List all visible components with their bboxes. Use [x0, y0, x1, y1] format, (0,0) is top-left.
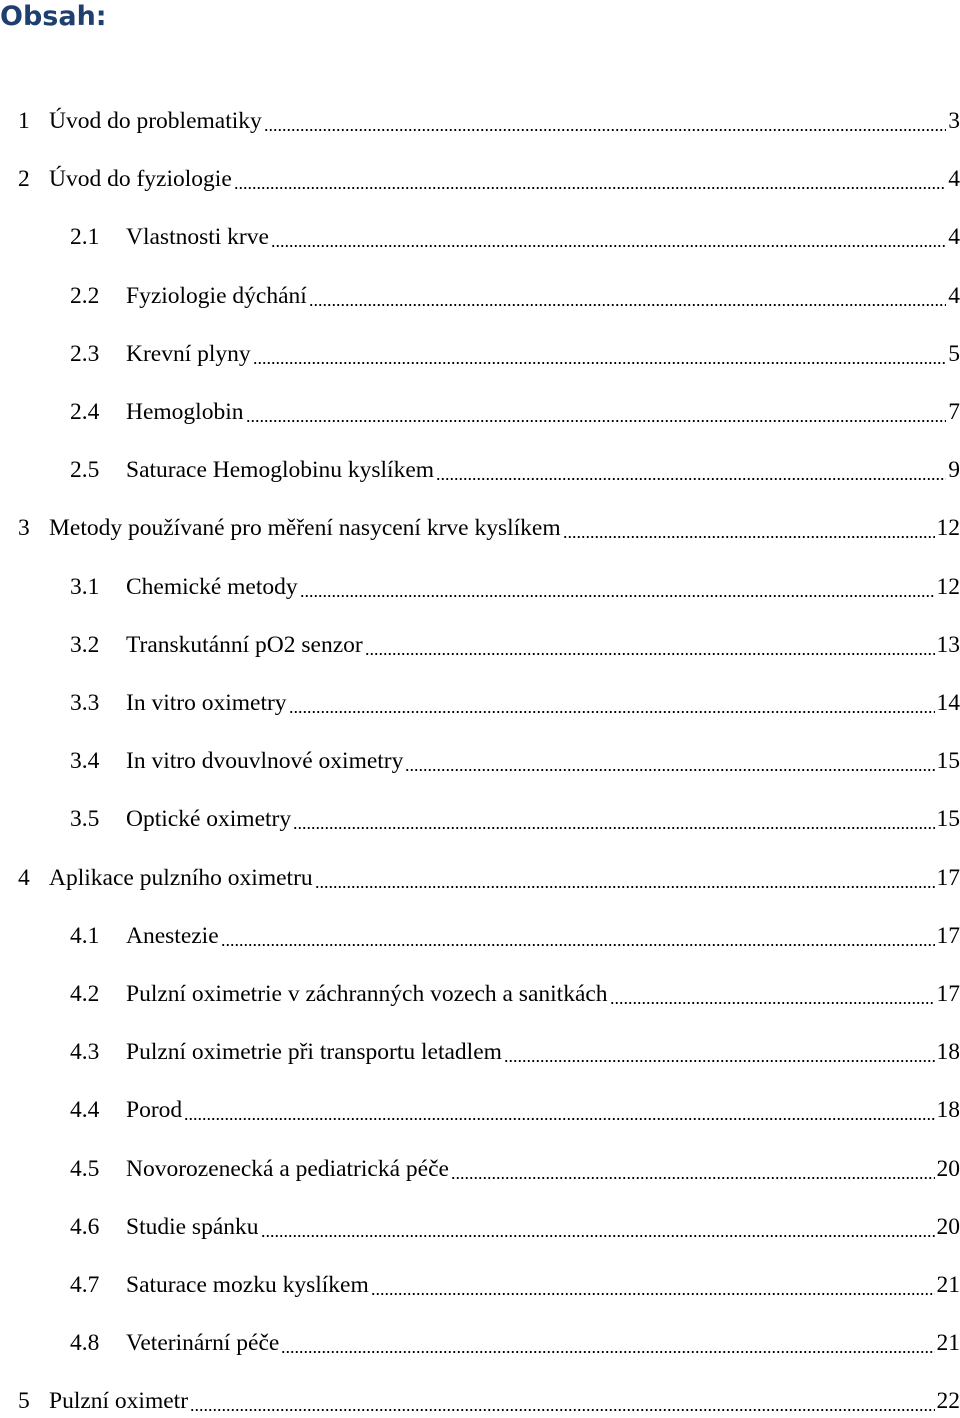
toc-entry-page-number: 20	[936, 1156, 960, 1183]
toc-entry-number: 4.3	[70, 1039, 126, 1066]
toc-entry-number: 4.1	[70, 923, 126, 950]
toc-entry[interactable]	[18, 108, 960, 138]
toc-entry-title: In vitro oximetry	[126, 690, 287, 717]
toc-entry-page-number: 15	[936, 806, 960, 833]
toc-entry[interactable]	[70, 690, 960, 720]
toc-entry-number: 5	[18, 1388, 49, 1415]
toc-entry-page-number: 13	[936, 632, 960, 659]
toc-entry-title: Optické oximetry	[126, 806, 291, 833]
toc-entry-page-number: 9	[947, 457, 960, 484]
toc-entry[interactable]	[70, 341, 960, 371]
toc-entry-page-number: 4	[947, 224, 960, 251]
toc-entry[interactable]	[18, 515, 960, 545]
toc-entry-title: Fyziologie dýchání	[126, 283, 307, 310]
toc-entry-number: 4	[18, 865, 49, 892]
dot-leader	[293, 806, 934, 836]
toc-entry-title: Vlastnosti krve	[126, 224, 269, 251]
toc-entry[interactable]	[70, 1039, 960, 1069]
toc-entry-page-number: 18	[936, 1097, 960, 1124]
dot-leader	[504, 1039, 935, 1069]
toc-entry-number: 3.3	[70, 690, 126, 717]
toc-entry-title: Úvod do fyziologie	[49, 166, 232, 193]
toc-entry[interactable]	[70, 399, 960, 429]
toc-entry-title: Pulzní oximetrie při transportu letadlem	[126, 1039, 502, 1066]
dot-leader	[264, 108, 946, 138]
toc-entry-page-number: 5	[947, 341, 960, 368]
toc-entry[interactable]	[70, 224, 960, 254]
toc-entry-number: 2.1	[70, 224, 126, 251]
toc-entry-title: Saturace mozku kyslíkem	[126, 1272, 369, 1299]
toc-entry[interactable]	[70, 1214, 960, 1244]
dot-leader	[184, 1097, 934, 1127]
dot-leader	[371, 1272, 935, 1302]
toc-entry-title: Pulzní oximetr	[49, 1388, 188, 1415]
toc-entry[interactable]	[70, 283, 960, 313]
dot-leader	[221, 923, 935, 953]
toc-entry-title: Úvod do problematiky	[49, 108, 262, 135]
dot-leader	[309, 283, 946, 313]
dot-leader	[405, 748, 934, 778]
toc-entry[interactable]	[70, 806, 960, 836]
dot-leader	[610, 981, 935, 1011]
dot-leader	[365, 632, 935, 662]
toc-entry-page-number: 4	[947, 283, 960, 310]
toc-entry[interactable]	[18, 865, 960, 895]
toc-entry-page-number: 17	[936, 923, 960, 950]
toc-entry[interactable]	[70, 923, 960, 953]
toc-entry-number: 4.6	[70, 1214, 126, 1241]
toc-entry-title: In vitro dvouvlnové oximetry	[126, 748, 403, 775]
dot-leader	[436, 457, 946, 487]
toc-entry[interactable]	[70, 574, 960, 604]
toc-entry-title: Hemoglobin	[126, 399, 244, 426]
toc-entry[interactable]	[70, 457, 960, 487]
toc-entry[interactable]	[70, 1330, 960, 1360]
toc-entry-page-number: 21	[936, 1330, 960, 1357]
toc-entry-page-number: 17	[936, 981, 960, 1008]
toc-entry-number: 3.2	[70, 632, 126, 659]
toc-entry-page-number: 18	[936, 1039, 960, 1066]
toc-entry-title: Chemické metody	[126, 574, 298, 601]
toc-entry-title: Veterinární péče	[126, 1330, 279, 1357]
toc-entry-title: Studie spánku	[126, 1214, 259, 1241]
toc-entry[interactable]	[70, 1156, 960, 1186]
toc-entry[interactable]	[70, 748, 960, 778]
toc-entry-title: Pulzní oximetrie v záchranných vozech a sanitkách	[126, 981, 608, 1008]
toc-entry-number: 3.1	[70, 574, 126, 601]
toc-entry-title: Anestezie	[126, 923, 219, 950]
toc-entry-number: 2	[18, 166, 49, 193]
toc-entry-number: 2.5	[70, 457, 126, 484]
toc-entry-page-number: 3	[947, 108, 960, 135]
toc-entry-page-number: 15	[936, 748, 960, 775]
dot-leader	[190, 1388, 934, 1418]
toc-entry-number: 4.7	[70, 1272, 126, 1299]
toc-entry-title: Saturace Hemoglobinu kyslíkem	[126, 457, 434, 484]
toc-entry[interactable]	[70, 632, 960, 662]
toc-entry-page-number: 20	[936, 1214, 960, 1241]
toc-entry-number: 3	[18, 515, 49, 542]
toc-entry-title: Novorozenecká a pediatrická péče	[126, 1156, 449, 1183]
dot-leader	[246, 399, 947, 429]
toc-entry-title: Porod	[126, 1097, 182, 1124]
dot-leader	[300, 574, 935, 604]
toc-entry-page-number: 4	[947, 166, 960, 193]
dot-leader	[451, 1156, 935, 1186]
toc-entry-page-number: 22	[936, 1388, 960, 1415]
toc-entry-number: 2.2	[70, 283, 126, 310]
toc-entry-page-number: 7	[947, 399, 960, 426]
toc-entry[interactable]	[70, 1272, 960, 1302]
toc-entry-page-number: 17	[936, 865, 960, 892]
toc-entry-number: 3.5	[70, 806, 126, 833]
toc-entry-page-number: 21	[936, 1272, 960, 1299]
toc-entry[interactable]	[18, 166, 960, 196]
toc-entry-number: 4.5	[70, 1156, 126, 1183]
toc-entry-title: Metody používané pro měření nasycení krve kyslíkem	[49, 515, 561, 542]
toc-entry-number: 2.3	[70, 341, 126, 368]
toc-entry-number: 4.4	[70, 1097, 126, 1124]
toc-entry-page-number: 12	[936, 574, 960, 601]
dot-leader	[563, 515, 935, 545]
dot-leader	[234, 166, 947, 196]
dot-leader	[261, 1214, 935, 1244]
toc-entry-title: Aplikace pulzního oximetru	[49, 865, 313, 892]
toc-entry[interactable]	[70, 981, 960, 1011]
toc-entry-page-number: 14	[936, 690, 960, 717]
dot-leader	[289, 690, 935, 720]
dot-leader	[315, 865, 935, 895]
toc-entry-number: 3.4	[70, 748, 126, 775]
dot-leader	[271, 224, 946, 254]
toc-entry-page-number: 12	[936, 515, 960, 542]
page-title: Obsah:	[0, 0, 107, 34]
toc-entry-number: 4.2	[70, 981, 126, 1008]
toc-entry-number: 1	[18, 108, 49, 135]
dot-leader	[281, 1330, 934, 1360]
toc-entry-number: 4.8	[70, 1330, 126, 1357]
toc-entry[interactable]	[70, 1097, 960, 1127]
toc-entry-title: Krevní plyny	[126, 341, 251, 368]
dot-leader	[253, 341, 947, 371]
toc-entry-title: Transkutánní pO2 senzor	[126, 632, 363, 659]
toc-entry-number: 2.4	[70, 399, 126, 426]
toc-entry[interactable]	[18, 1388, 960, 1418]
